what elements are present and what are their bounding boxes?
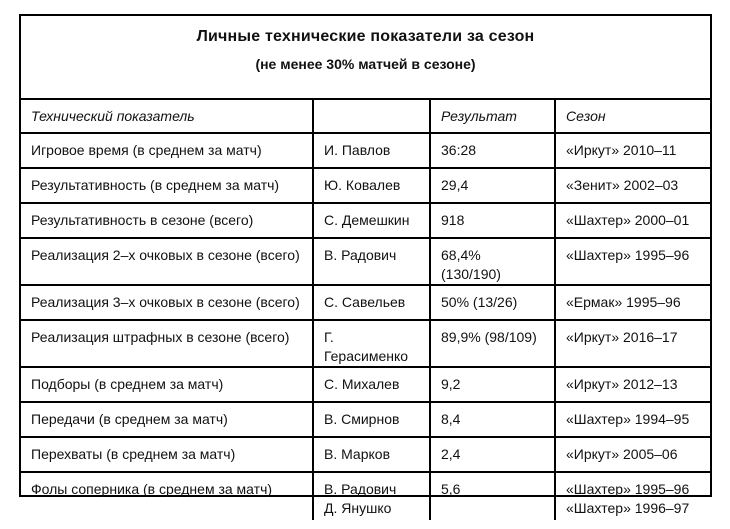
season-stats-panel <box>19 14 712 516</box>
col-header-season: Сезон <box>555 99 710 133</box>
cell-season: «Зенит» 2002–03 <box>555 168 710 203</box>
cell-season: «Ермак» 1995–96 <box>555 285 710 320</box>
page-title: Личные технические показатели за сезон <box>196 28 535 45</box>
cell-season: «Шахтер» 2000–01 <box>555 203 710 238</box>
cell-result: 89,9% (98/109) <box>430 320 555 367</box>
cell-player: С. Савельев <box>313 285 430 320</box>
cell-indicator: Передачи (в среднем за матч) <box>21 402 313 437</box>
table-row <box>21 285 710 320</box>
cell-player-line1: В. Радович <box>324 481 397 497</box>
cell-indicator: Реализация 2–х очковых в сезоне (всего) <box>21 238 313 285</box>
cell-result: 50% (13/26) <box>430 285 555 320</box>
cell-season: «Иркут» 2012–13 <box>555 367 710 402</box>
table-row <box>21 133 710 168</box>
cell-player: В. Марков <box>313 437 430 472</box>
col-header-player <box>313 99 430 133</box>
table-title-block <box>21 16 710 98</box>
cell-result: 68,4% (130/190) <box>430 238 555 285</box>
cell-indicator: Реализация штрафных в сезоне (всего) <box>21 320 313 367</box>
cell-indicator: Перехваты (в среднем за матч) <box>21 437 313 472</box>
cell-player: В. Смирнов <box>313 402 430 437</box>
cell-indicator: Результативность в сезоне (всего) <box>21 203 313 238</box>
season-stats-table <box>21 98 710 520</box>
cell-season-line2: «Шахтер» 1996–97 <box>566 500 690 516</box>
cell-result: 8,4 <box>430 402 555 437</box>
cell-season: «Шахтер» 1994–95 <box>555 402 710 437</box>
cell-result: 5,6 <box>430 472 555 520</box>
table-row <box>21 238 710 285</box>
table-row <box>21 320 710 367</box>
cell-result: 918 <box>430 203 555 238</box>
cell-indicator: Результативность (в среднем за матч) <box>21 168 313 203</box>
table-row <box>21 472 710 520</box>
cell-indicator: Игровое время (в среднем за матч) <box>21 133 313 168</box>
table-header-row <box>21 99 710 133</box>
cell-player-line2: Д. Янушко <box>324 500 392 516</box>
table-row <box>21 203 710 238</box>
table-row <box>21 437 710 472</box>
cell-season <box>555 472 710 520</box>
cell-season: «Иркут» 2010–11 <box>555 133 710 168</box>
cell-season: «Иркут» 2016–17 <box>555 320 710 367</box>
table-row <box>21 367 710 402</box>
cell-player: В. Радович <box>313 238 430 285</box>
cell-player: Г. Герасименко <box>313 320 430 367</box>
cell-season: «Шахтер» 1995–96 <box>555 238 710 285</box>
table-row <box>21 168 710 203</box>
page-subtitle: (не менее 30% матчей в сезоне) <box>255 56 476 72</box>
col-header-result: Результат <box>430 99 555 133</box>
cell-player <box>313 472 430 520</box>
cell-player: Ю. Ковалев <box>313 168 430 203</box>
col-header-indicator: Технический показатель <box>21 99 313 133</box>
cell-result: 9,2 <box>430 367 555 402</box>
cell-player: С. Демешкин <box>313 203 430 238</box>
cell-season-line1: «Шахтер» 1995–96 <box>566 481 690 497</box>
cell-indicator: Фолы соперника (в среднем за матч) <box>21 472 313 520</box>
cell-result: 2,4 <box>430 437 555 472</box>
cell-indicator: Подборы (в среднем за матч) <box>21 367 313 402</box>
cell-result: 29,4 <box>430 168 555 203</box>
cell-player: И. Павлов <box>313 133 430 168</box>
cell-season: «Иркут» 2005–06 <box>555 437 710 472</box>
cell-player: С. Михалев <box>313 367 430 402</box>
cell-indicator: Реализация 3–х очковых в сезоне (всего) <box>21 285 313 320</box>
table-row <box>21 402 710 437</box>
cell-result: 36:28 <box>430 133 555 168</box>
